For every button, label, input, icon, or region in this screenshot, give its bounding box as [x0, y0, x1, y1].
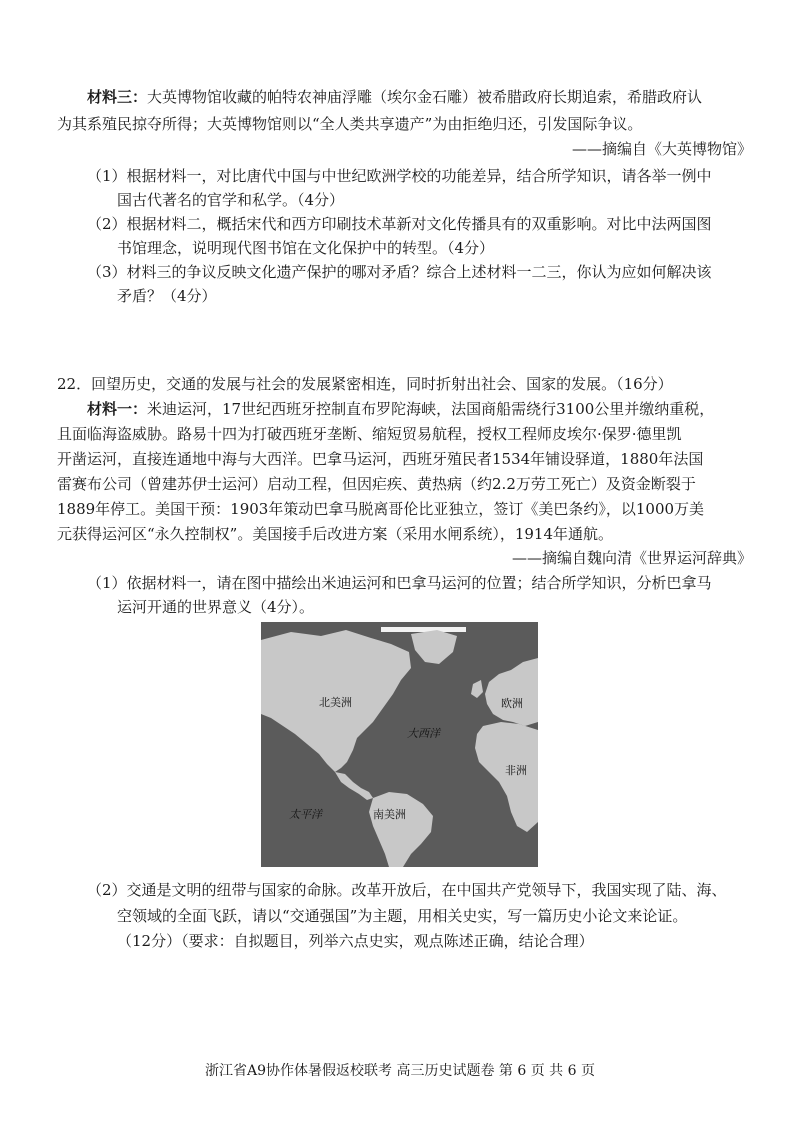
- atlantic-world-map[interactable]: [261, 622, 538, 867]
- q21-3-line1: （3）材料三的争议反映文化遗产保护的哪对矛盾？综合上述材料一二三，你认为应如何解决该: [87, 263, 712, 281]
- material3-source: ——摘编自《大英博物馆》: [571, 140, 752, 158]
- q22-material1-line2: 且面临海盗威胁。路易十四为打破西班牙垄断、缩短贸易航程，授权工程师皮埃尔·保罗·德里凯: [57, 425, 682, 443]
- q21-2-line1: （2）根据材料二，概括宋代和西方印刷技术革新对文化传播具有的双重影响。对比中法两国图: [87, 215, 712, 233]
- q22-material1-label: 材料一：: [87, 400, 148, 418]
- material3-label: 材料三：: [87, 88, 148, 106]
- q21-3-line2: 矛盾？（4分）: [117, 287, 217, 305]
- label-north-america: 北美洲: [319, 696, 352, 709]
- label-europe: 欧洲: [501, 697, 523, 710]
- label-pacific: 太平洋: [289, 808, 322, 821]
- label-south-america: 南美洲: [373, 808, 406, 821]
- q22-2-line1: （2）交通是文明的纽带与国家的命脉。改革开放后，在中国共产党领导下，我国实现了陆、海、: [87, 881, 727, 899]
- q22-material1-line6: 元获得运河区“永久控制权”。美国接手后改进方案（采用水闸系统），1914年通航。: [57, 525, 614, 543]
- q22-1-line1: （1）依据材料一，请在图中描绘出米迪运河和巴拿马运河的位置；结合所学知识，分析巴拿马: [87, 574, 712, 592]
- map-scale-bar: [381, 627, 466, 632]
- label-africa: 非洲: [505, 764, 527, 777]
- q21-1-line2: 国古代著名的官学和私学。（4分）: [117, 191, 345, 209]
- q22-material1-line3: 开凿运河，直接连通地中海与大西洋。巴拿马运河，西班牙殖民者1534年铺设驿道，1880年法国: [57, 450, 704, 468]
- material3-line1: 材料三：大英博物馆收藏的帕特农神庙浮雕（埃尔金石雕）被希腊政府长期追索，希腊政府认: [87, 88, 703, 106]
- q22-2-line3: （12分）（要求：自拟题目，列举六点史实，观点陈述正确，结论合理）: [117, 932, 594, 950]
- q22-2-line2: 空领域的全面飞跃，请以“交通强国”为主题，用相关史实，写一篇历史小论文来论证。: [117, 907, 688, 925]
- q22-material1-line5: 1889年停工。美国干预：1903年策动巴拿马脱离哥伦比亚独立，签订《美巴条约》，以1000万美: [57, 500, 705, 518]
- q21-2-line2: 书馆理念，说明现代图书馆在文化保护中的转型。（4分）: [117, 239, 495, 257]
- label-atlantic: 大西洋: [407, 727, 440, 740]
- map-svg: [261, 622, 538, 867]
- q22-material1-source: ——摘编自魏向清《世界运河辞典》: [511, 549, 752, 567]
- q22-title: 22．回望历史，交通的发展与社会的发展紧密相连，同时折射出社会、国家的发展。（16分）: [57, 375, 673, 393]
- page-footer: 浙江省A9协作体暑假返校联考 高三历史试题卷 第 6 页 共 6 页: [205, 1063, 595, 1079]
- q22-material1-line4: 雷赛布公司（曾建苏伊士运河）启动工程，但因疟疾、黄热病（约2.2万劳工死亡）及资金断裂于: [57, 475, 696, 493]
- q21-1-line1: （1）根据材料一，对比唐代中国与中世纪欧洲学校的功能差异，结合所学知识，请各举一例中: [87, 167, 712, 185]
- q22-material1-line1: 材料一：米迪运河，17世纪西班牙控制直布罗陀海峡，法国商船需绕行3100公里并缴纳重税，: [87, 400, 715, 418]
- q22-1-line2: 运河开通的世界意义（4分）。: [117, 598, 315, 616]
- material3-line2: 为其系殖民掠夺所得；大英博物馆则以“全人类共享遗产”为由拒绝归还，引发国际争议。: [57, 115, 643, 133]
